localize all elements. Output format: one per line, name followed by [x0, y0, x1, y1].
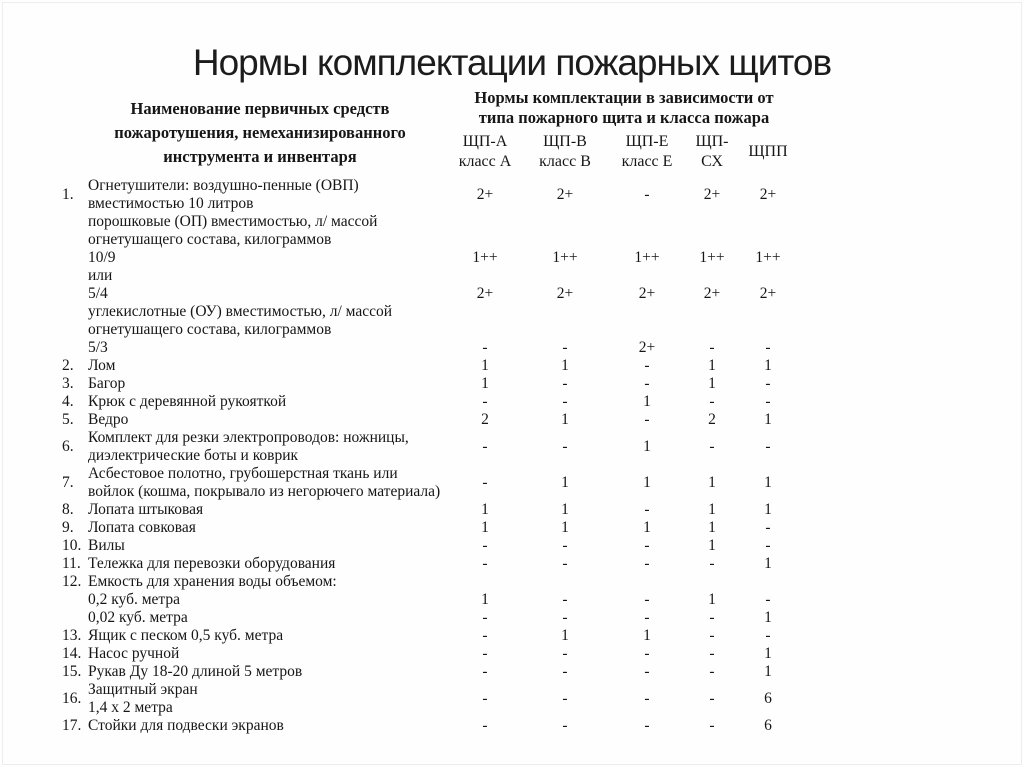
row-value: -: [562, 645, 568, 662]
row-value: -: [644, 645, 650, 662]
column-header: [616, 132, 678, 172]
row-name: [88, 519, 456, 537]
row-name: [88, 429, 456, 465]
row-value: 2+: [638, 339, 656, 356]
row-value: -: [709, 555, 715, 572]
table-row: [62, 231, 790, 249]
row-value: -: [482, 627, 488, 644]
row-value: -: [482, 717, 488, 734]
row-name: [88, 645, 456, 663]
table-row: [62, 537, 790, 555]
row-name-line: Асбестовое полотно, грубошерстная ткань или: [88, 465, 398, 482]
column-header-line2: СХ: [701, 153, 723, 170]
row-value: -: [709, 690, 715, 707]
row-value: 1: [643, 474, 651, 491]
row-value: -: [644, 591, 650, 608]
row-number: 17.: [62, 717, 82, 734]
row-number: 3.: [62, 375, 74, 392]
column-header-line2: класс В: [539, 153, 591, 170]
row-name-line: 0,02 куб. метра: [88, 609, 188, 626]
row-value: 1: [481, 357, 489, 374]
row-name: [88, 411, 456, 429]
row-name: [88, 609, 456, 627]
table-row: [62, 555, 790, 573]
column-header: [746, 132, 790, 172]
row-value: -: [644, 537, 650, 554]
row-value: 1: [481, 519, 489, 536]
row-number: 13.: [62, 627, 82, 644]
row-value: -: [644, 375, 650, 392]
row-value: 1: [481, 375, 489, 392]
row-value: -: [765, 519, 771, 536]
row-name-line: огнетушащего состава, килограммов: [88, 231, 332, 248]
row-value: -: [482, 339, 488, 356]
column-header-line1: ЩПП: [748, 143, 788, 160]
row-value: -: [482, 537, 488, 554]
norms-column-header: [446, 88, 802, 128]
row-value: -: [482, 609, 488, 626]
row-name: [88, 591, 456, 609]
row-value: 1: [561, 627, 569, 644]
row-value: -: [709, 393, 715, 410]
row-value: 2+: [759, 186, 777, 203]
row-value: -: [644, 609, 650, 626]
row-name-line: углекислотные (ОУ) вместимостью, л/ массой: [88, 303, 393, 320]
row-value: -: [765, 339, 771, 356]
row-value: 1: [764, 411, 772, 428]
row-value: -: [644, 357, 650, 374]
row-number: 5.: [62, 411, 74, 428]
row-value: -: [709, 627, 715, 644]
column-header-line1: ЩП-В: [543, 133, 587, 150]
row-value: -: [709, 645, 715, 662]
row-value: 2+: [556, 186, 574, 203]
row-value: 1: [481, 501, 489, 518]
row-value: -: [562, 609, 568, 626]
row-value: 1: [561, 519, 569, 536]
table-row: [62, 249, 790, 267]
row-name-line: Лопата штыковая: [88, 501, 204, 518]
row-value: -: [482, 645, 488, 662]
row-value: 1: [708, 519, 716, 536]
row-value: -: [562, 438, 568, 455]
row-name-line: огнетушащего состава, килограммов: [88, 321, 332, 338]
row-name-line: Защитный экран: [88, 681, 198, 698]
table-row: [62, 465, 790, 501]
row-name: [88, 717, 456, 735]
row-value: -: [644, 555, 650, 572]
name-header-line: Наименование первичных средств: [130, 99, 390, 118]
row-name-line: Огнетушители: воздушно-пенные (ОВП): [88, 177, 359, 194]
row-value: 1: [764, 663, 772, 680]
row-value: -: [562, 690, 568, 707]
row-value: -: [709, 717, 715, 734]
row-value: 6: [764, 690, 772, 707]
row-number: 8.: [62, 501, 74, 518]
row-name: [88, 393, 456, 411]
row-value: -: [482, 474, 488, 491]
row-value: 1: [708, 537, 716, 554]
row-name-line: Насос ручной: [88, 645, 180, 662]
row-value: 1: [643, 438, 651, 455]
table-row: [62, 519, 790, 537]
row-name-line: Стойки для подвески экранов: [88, 717, 284, 734]
row-name-line: 5/3: [88, 339, 108, 356]
row-value: -: [482, 555, 488, 572]
table-row: [62, 177, 790, 213]
row-value: 6: [764, 717, 772, 734]
row-name: [88, 681, 456, 717]
column-header: [514, 132, 616, 172]
row-value: -: [482, 663, 488, 680]
row-value: 2+: [556, 285, 574, 302]
row-name-line: Лопата совковая: [88, 519, 196, 536]
row-value: 1: [764, 609, 772, 626]
row-value: 1: [561, 411, 569, 428]
row-value: 1++: [699, 249, 725, 266]
row-name-line: вместимостью 10 литров: [88, 195, 254, 212]
norms-header-line: Нормы комплектации в зависимости от: [474, 88, 774, 107]
row-value: 1: [708, 474, 716, 491]
row-value: 1++: [552, 249, 578, 266]
row-value: 1: [708, 591, 716, 608]
row-value: -: [765, 537, 771, 554]
name-header-line: инструмента и инвентаря: [163, 147, 357, 166]
table-row: [62, 591, 790, 609]
row-number: 4.: [62, 393, 74, 410]
row-value: 2+: [638, 285, 656, 302]
table-row: [62, 303, 790, 321]
row-name-line: Крюк с деревянной рукояткой: [88, 393, 287, 410]
row-name: [88, 465, 456, 501]
row-name: [88, 231, 456, 249]
row-value: -: [709, 438, 715, 455]
table-row: [62, 285, 790, 303]
row-number: 1.: [62, 186, 74, 203]
page-title: Нормы комплектации пожарных щитов: [192, 42, 832, 83]
row-value: -: [562, 663, 568, 680]
row-name: [88, 249, 456, 267]
row-value: 2+: [703, 285, 721, 302]
row-value: 1: [561, 474, 569, 491]
row-value: 1: [764, 474, 772, 491]
row-name-line: 0,2 куб. метра: [88, 591, 181, 608]
row-value: -: [644, 501, 650, 518]
row-value: -: [562, 717, 568, 734]
row-value: -: [482, 393, 488, 410]
column-header-line2: класс А: [458, 153, 512, 170]
column-header-line1: ЩП-: [695, 133, 729, 150]
row-value: -: [482, 690, 488, 707]
row-value: 2: [708, 411, 716, 428]
row-value: -: [709, 609, 715, 626]
row-name: [88, 285, 456, 303]
row-value: 2+: [476, 285, 494, 302]
row-value: -: [709, 339, 715, 356]
row-name: [88, 375, 456, 393]
row-number: 15.: [62, 663, 82, 680]
row-name: [88, 357, 456, 375]
row-name: [88, 555, 456, 573]
row-name-line: войлок (кошма, покрывало из негорючего материала): [88, 483, 441, 500]
row-name: [88, 663, 456, 681]
row-value: -: [562, 537, 568, 554]
row-number: 7.: [62, 474, 74, 491]
row-value: 1: [643, 627, 651, 644]
row-name-line: Вилы: [88, 537, 125, 554]
row-value: 1: [764, 501, 772, 518]
row-value: -: [765, 375, 771, 392]
row-name: [88, 573, 456, 591]
table-row: [62, 357, 790, 375]
row-number: 6.: [62, 438, 74, 455]
table-row: [62, 429, 790, 465]
row-value: 2+: [476, 186, 494, 203]
row-name-line: 1,4 х 2 метра: [88, 699, 173, 716]
row-value: 1: [643, 519, 651, 536]
row-value: 1: [764, 645, 772, 662]
row-name: [88, 537, 456, 555]
row-name: [88, 501, 456, 519]
table-row: [62, 663, 790, 681]
row-value: 1++: [755, 249, 781, 266]
row-number: 12.: [62, 573, 82, 590]
row-name-line: 10/9: [88, 249, 116, 266]
row-value: 1++: [634, 249, 660, 266]
row-value: 1: [764, 357, 772, 374]
table-row: [62, 411, 790, 429]
row-value: -: [644, 186, 650, 203]
row-value: 1: [708, 375, 716, 392]
row-value: -: [765, 591, 771, 608]
table-row: [62, 213, 790, 231]
row-name-line: Тележка для перевозки оборудования: [88, 555, 336, 572]
row-name: [88, 267, 456, 285]
row-name: [88, 177, 456, 213]
row-name-line: 5/4: [88, 285, 108, 302]
table-body: [62, 177, 790, 735]
row-number: 9.: [62, 519, 74, 536]
row-value: -: [709, 663, 715, 680]
row-name-line: Ведро: [88, 411, 129, 428]
row-name-line: порошковые (ОП) вместимостью, л/ массой: [88, 213, 378, 230]
row-value: 2+: [759, 285, 777, 302]
row-name-line: Багор: [88, 375, 126, 392]
table-row: [62, 267, 790, 285]
row-number: 16.: [62, 690, 82, 707]
row-value: -: [644, 663, 650, 680]
row-value: 2+: [703, 186, 721, 203]
row-name-line: диэлектрические боты и коврик: [88, 447, 299, 464]
row-name-line: Лом: [88, 357, 116, 374]
row-name-line: Емкость для хранения воды объемом:: [88, 573, 337, 590]
name-column-header: [62, 97, 458, 169]
row-value: -: [765, 438, 771, 455]
norms-header-line: типа пожарного щита и класса пожара: [478, 108, 770, 127]
table-row: [62, 717, 790, 735]
row-value: 1: [561, 357, 569, 374]
row-name: [88, 321, 456, 339]
shield-type-column-headers: [456, 132, 790, 172]
row-name-line: Комплект для резки электропроводов: ножницы,: [88, 429, 409, 446]
row-name: [88, 339, 456, 357]
row-value: 1: [764, 555, 772, 572]
row-number: 11.: [62, 555, 81, 572]
row-value: -: [562, 555, 568, 572]
column-header-line2: класс Е: [621, 153, 673, 170]
row-value: -: [644, 411, 650, 428]
table-row: [62, 645, 790, 663]
row-value: -: [644, 717, 650, 734]
row-name-line: Ящик с песком 0,5 куб. метра: [88, 627, 284, 644]
row-name-line: Рукав Ду 18-20 длиной 5 метров: [88, 663, 303, 680]
row-value: 1: [561, 501, 569, 518]
row-value: -: [644, 690, 650, 707]
row-name: [88, 213, 456, 231]
table-row: [62, 627, 790, 645]
table-row: [62, 339, 790, 357]
table-row: [62, 573, 790, 591]
row-number: 2.: [62, 357, 74, 374]
row-value: -: [765, 627, 771, 644]
row-value: -: [562, 591, 568, 608]
row-name-line: или: [88, 267, 113, 284]
row-value: 2: [481, 411, 489, 428]
column-header: [456, 132, 514, 172]
row-number: 10.: [62, 537, 82, 554]
row-value: -: [562, 393, 568, 410]
row-value: 1: [708, 357, 716, 374]
name-header-line: пожаротушения, немеханизированного: [114, 123, 406, 142]
row-value: 1: [643, 393, 651, 410]
row-value: -: [765, 393, 771, 410]
row-value: 1++: [472, 249, 498, 266]
table-row: [62, 393, 790, 411]
table-row: [62, 501, 790, 519]
table-row: [62, 681, 790, 717]
row-name: [88, 303, 456, 321]
row-value: 1: [481, 591, 489, 608]
column-header-line1: ЩП-А: [462, 133, 508, 150]
table-row: [62, 321, 790, 339]
row-value: -: [482, 438, 488, 455]
table-row: [62, 375, 790, 393]
row-number: 14.: [62, 645, 82, 662]
row-value: -: [562, 339, 568, 356]
row-name: [88, 627, 456, 645]
column-header: [678, 132, 746, 172]
column-header-line1: ЩП-Е: [625, 133, 669, 150]
row-value: 1: [708, 501, 716, 518]
row-value: -: [562, 375, 568, 392]
table-row: [62, 609, 790, 627]
